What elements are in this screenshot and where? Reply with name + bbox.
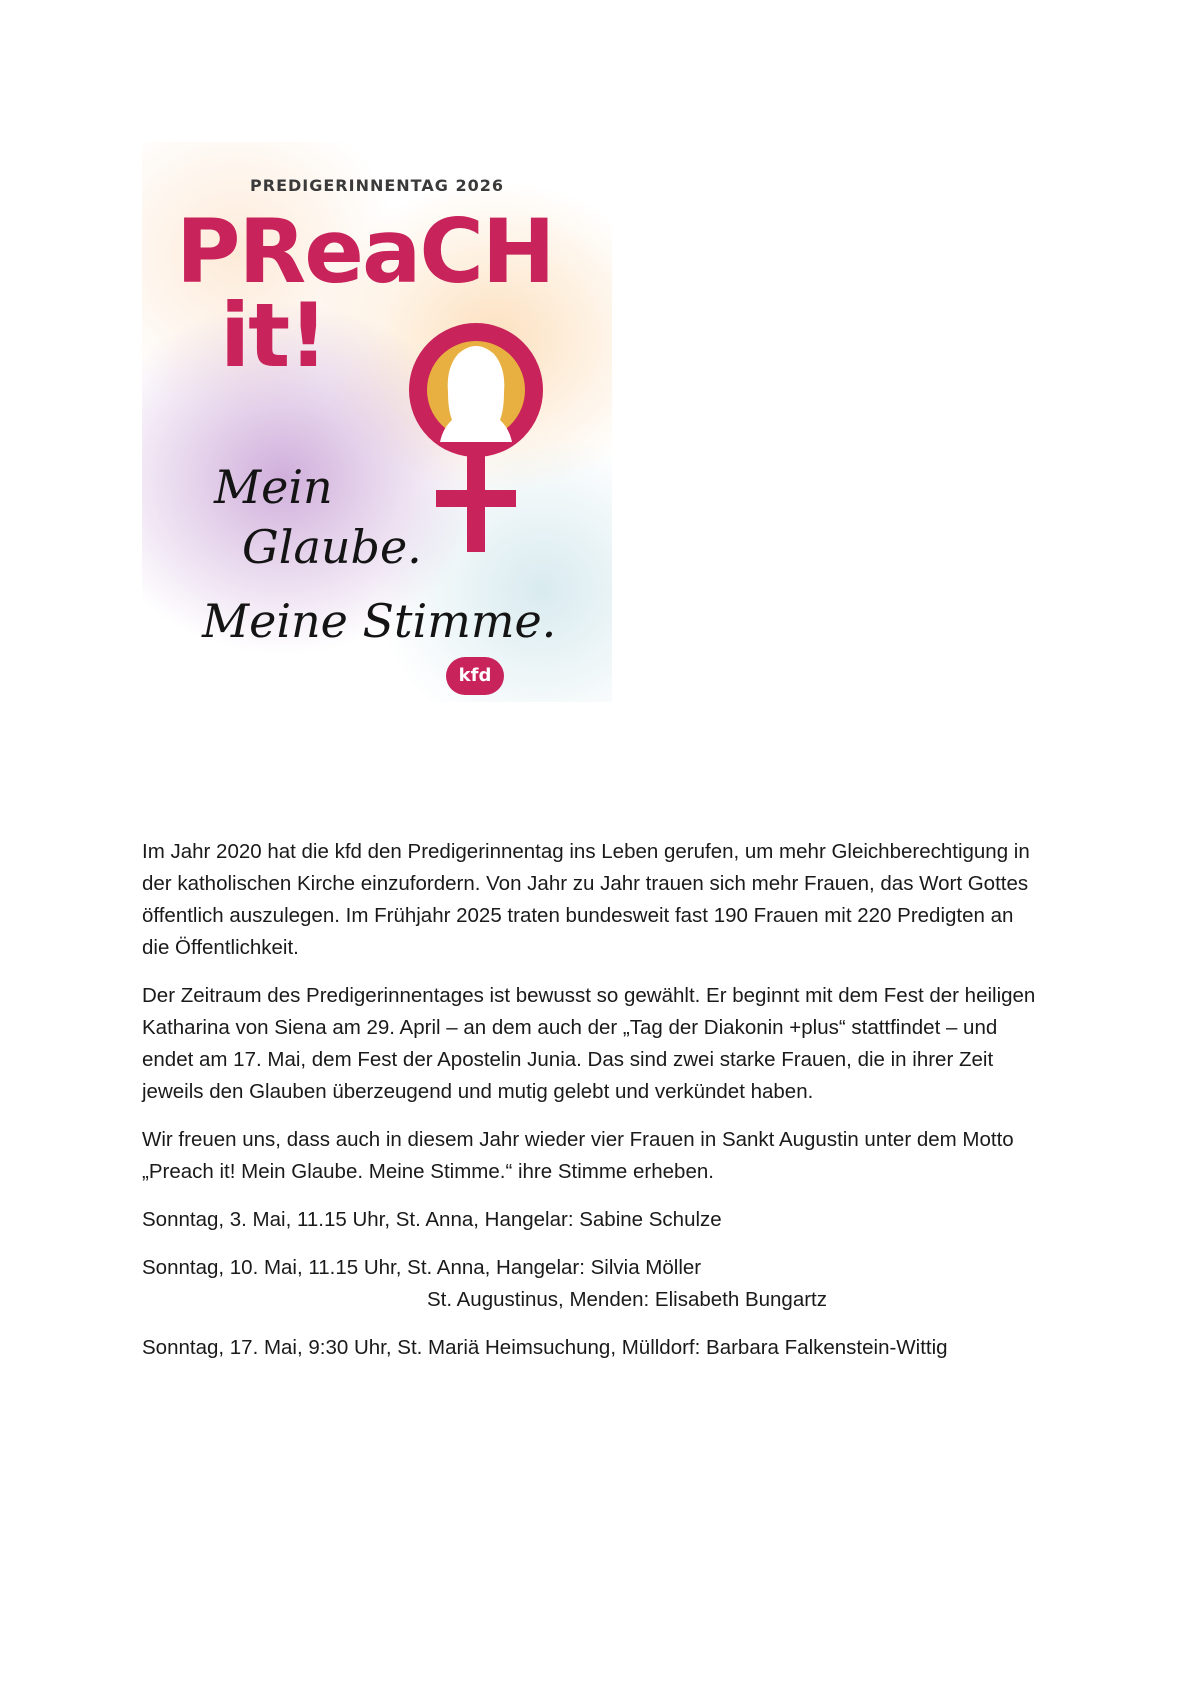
date-entry-3: Sonntag, 17. Mai, 9:30 Uhr, St. Mariä Heimsuchung, Mülldorf: Barbara Falkenstein-Wittig bbox=[142, 1336, 948, 1359]
article-body bbox=[142, 836, 1042, 1380]
date-entry-1: Sonntag, 3. Mai, 11.15 Uhr, St. Anna, Hangelar: Sabine Schulze bbox=[142, 1208, 722, 1231]
poster-kicker: PREDIGERINNENTAG 2026 bbox=[250, 176, 504, 195]
poster-script-line-2: Glaube. bbox=[242, 520, 422, 574]
poster-headline: PReaCH bbox=[176, 200, 554, 303]
paragraph-intro: Im Jahr 2020 hat die kfd den Predigerinnentag ins Leben gerufen, um mehr Gleichberechtigung in der katholischen Kirche einzufordern. Von Jahr zu Jahr trauen sich mehr Frauen, das Wort Gottes öffentlich auszulegen. Im Frühjahr 2025 traten bundesweit fast 190 Frauen mit 220 Predigten an die Öffentlichkeit. bbox=[142, 840, 1030, 959]
kfd-badge: kfd bbox=[446, 657, 504, 695]
poster-script-line-1: Mein bbox=[214, 460, 333, 514]
paragraph-period: Der Zeitraum des Predigerinnentages ist bewusst so gewählt. Er beginnt mit dem Fest der heiligen Katharina von Siena am 29. April – an dem auch der „Tag der Diakonin +plus“ stattfindet – und endet am 17. Mai, dem Fest der Apostelin Junia. Das sind zwei starke Frauen, die in ihrer Zeit jeweils den Glauben überzeugend und mutig gelebt und verkündet haben. bbox=[142, 984, 1036, 1103]
date-entry-2-extra: St. Augustinus, Menden: Elisabeth Bungartz bbox=[427, 1288, 828, 1311]
date-entry-2 bbox=[142, 1252, 1042, 1316]
event-poster bbox=[142, 142, 612, 702]
poster-headline-2: it! bbox=[220, 284, 327, 387]
poster-script-line-3: Meine Stimme. bbox=[202, 594, 557, 648]
paragraph-motto: Wir freuen uns, dass auch in diesem Jahr wieder vier Frauen in Sankt Augustin unter dem Motto „Preach it! Mein Glaube. Meine Stimme.“ ihre Stimme erheben. bbox=[142, 1128, 1014, 1183]
date-entry-2-main: Sonntag, 10. Mai, 11.15 Uhr, St. Anna, Hangelar: Silvia Möller bbox=[142, 1256, 702, 1279]
